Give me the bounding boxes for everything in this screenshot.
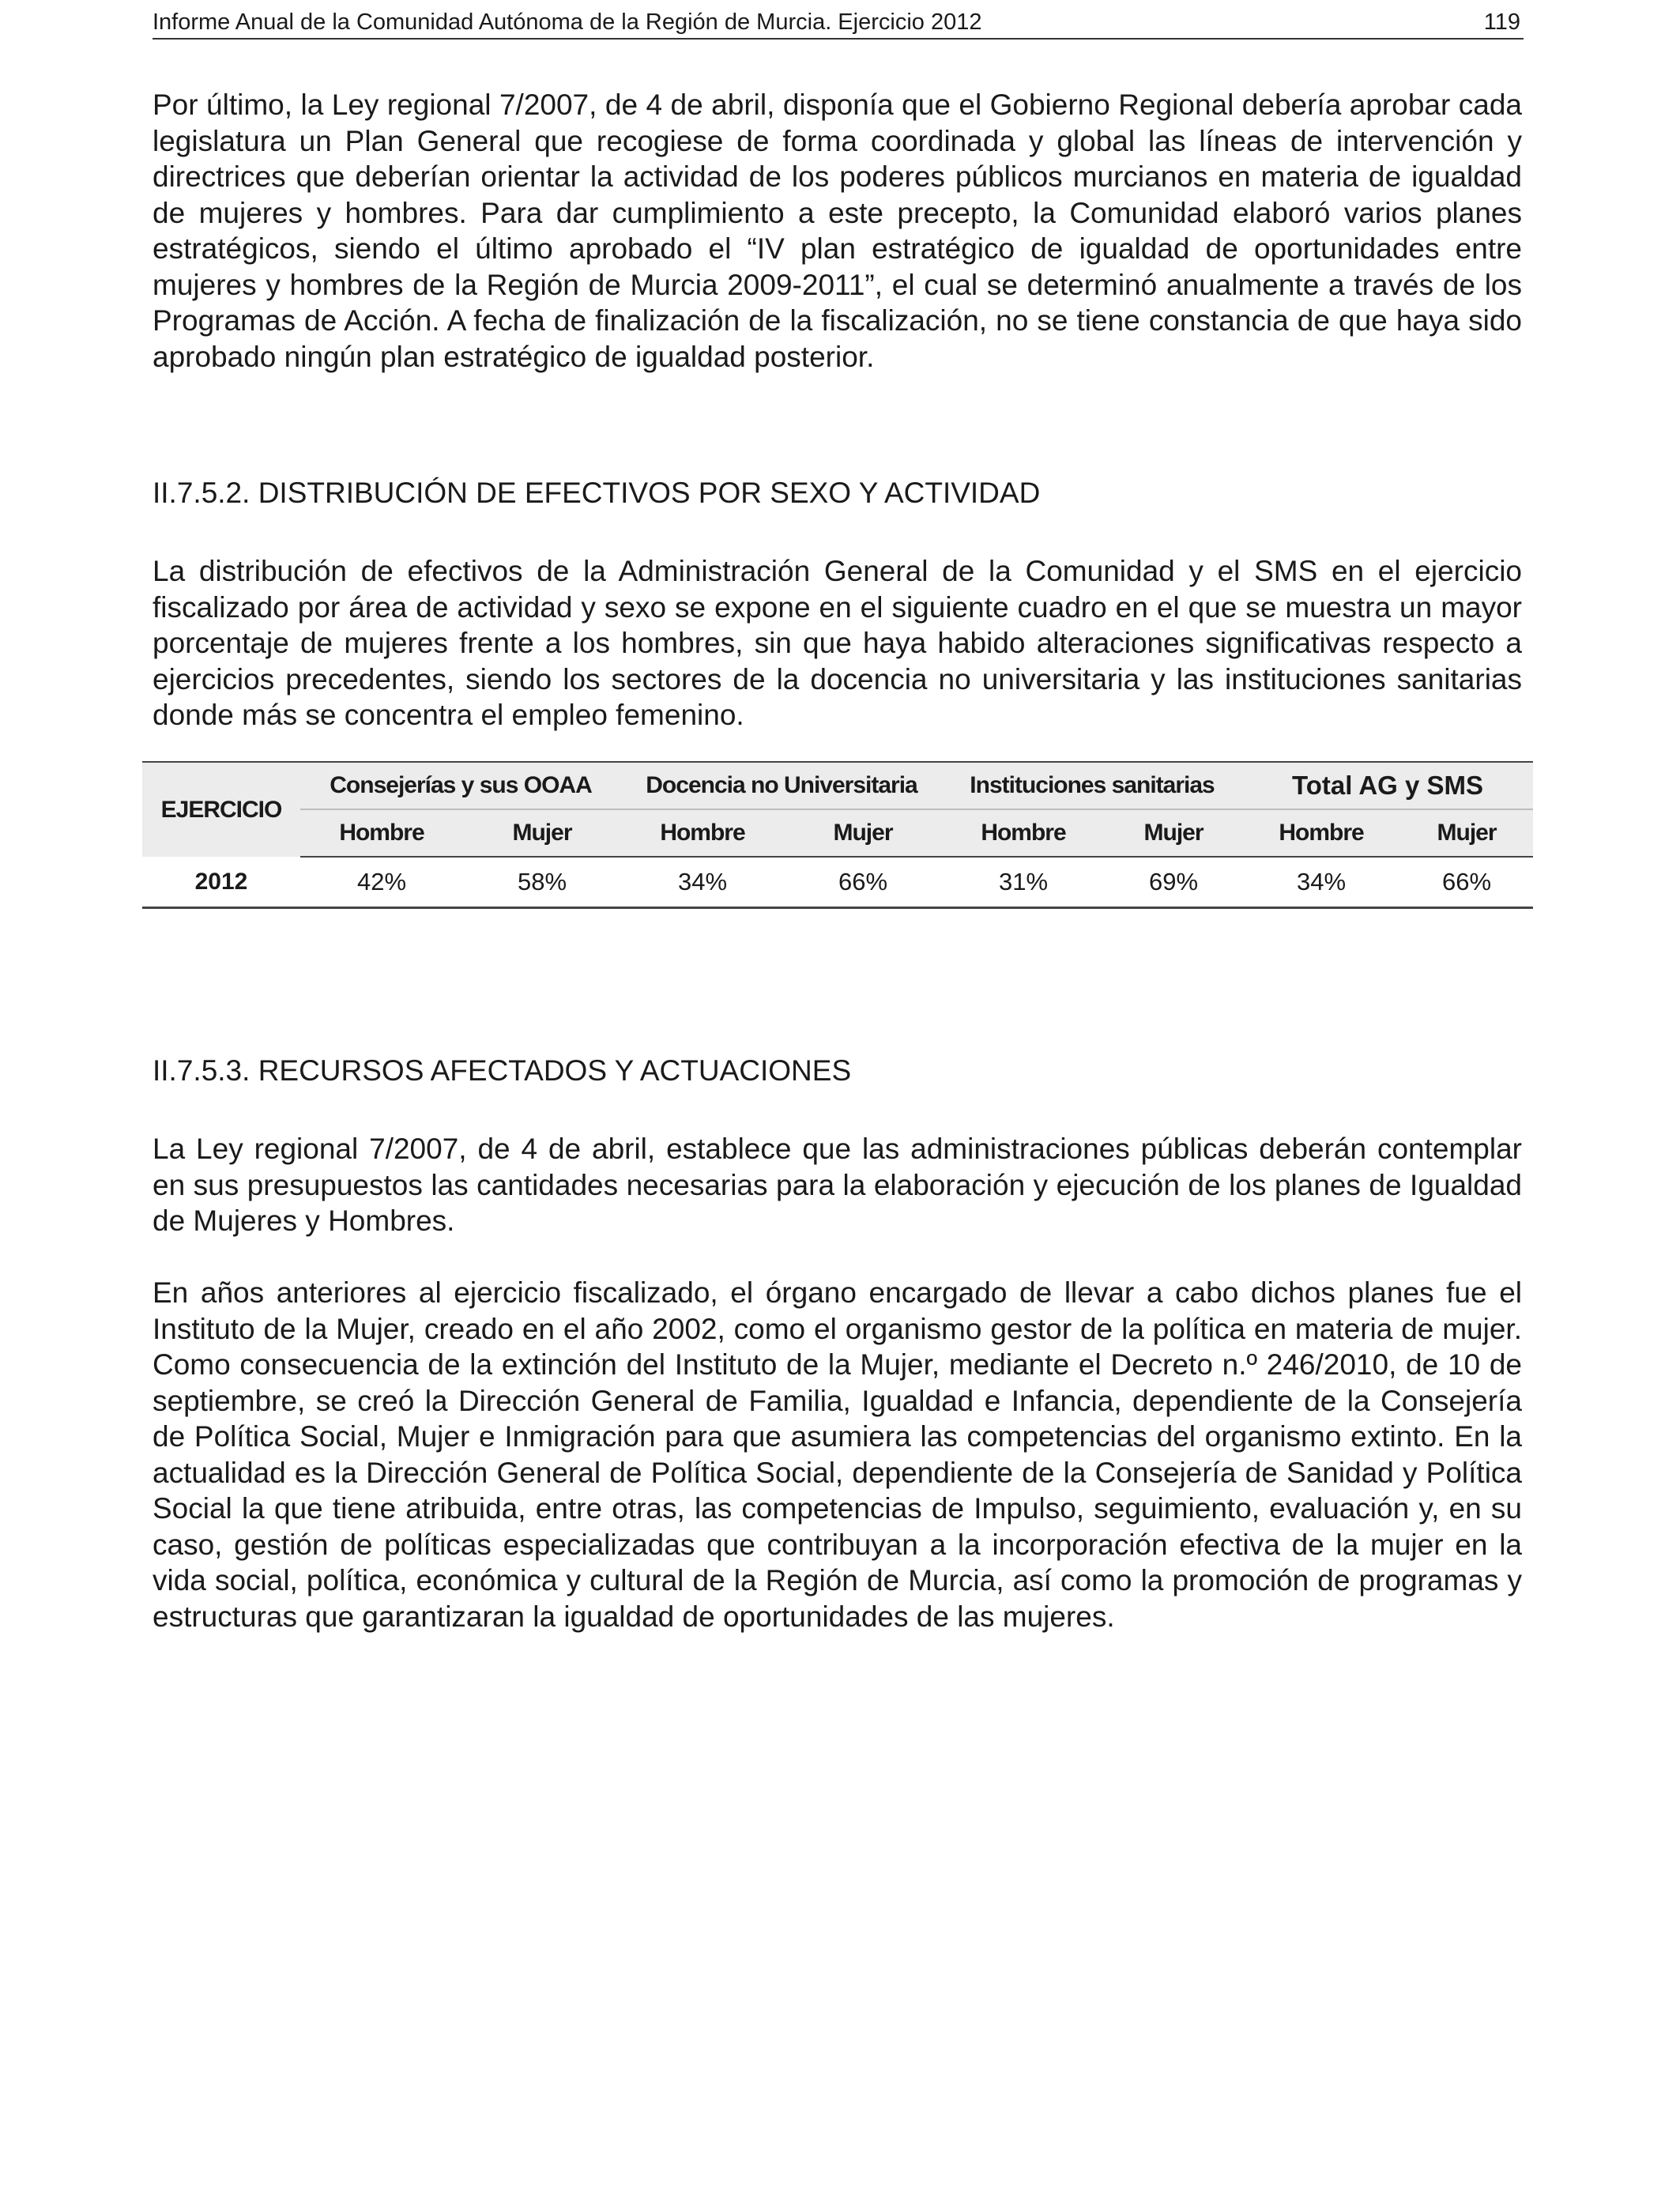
sub-header-hombre: Hombre: [1242, 809, 1400, 857]
intro-paragraph: Por último, la Ley regional 7/2007, de 4 de abril, disponía que el Gobierno Regional debería aprobar cada legislatura un Plan General que recogiese de forma coordinada y global las líneas de intervención y directrices que deberían orientar la actividad de los poderes públicos murcianos en materia de igualdad de mujeres y hombres. Para dar cumplimiento a este precepto, la Comunidad elaboró varios planes estratégicos, siendo el último aprobado el “IV plan estratégico de igualdad de oportunidades entre mujeres y hombres de la Región de Murcia 2009-2011”, el cual se determinó anualmente a través de los Programas de Acción. A fecha de finalización de la fiscalización, no se tiene constancia de que haya sido aprobado ningún plan estratégico de igualdad posterior.: [153, 89, 1522, 373]
group-header-consejerias: Consejerías y sus OOAA: [300, 762, 621, 809]
sub-header-hombre: Hombre: [300, 809, 463, 857]
sub-header-hombre: Hombre: [621, 809, 784, 857]
section-heading-recursos: II.7.5.3. RECURSOS AFECTADOS Y ACTUACIONES: [153, 1054, 852, 1087]
value-cell: 34%: [1242, 857, 1400, 908]
table-row: [142, 857, 1533, 908]
row-header-ejercicio: EJERCICIO: [142, 762, 300, 857]
value-cell: 58%: [463, 857, 621, 908]
running-header: [153, 6, 1524, 40]
section-heading-distribucion: II.7.5.2. DISTRIBUCIÓN DE EFECTIVOS POR SEXO Y ACTIVIDAD: [153, 477, 1041, 509]
sub-header-mujer: Mujer: [1105, 809, 1242, 857]
group-header-docencia: Docencia no Universitaria: [621, 762, 942, 809]
sub-header-hombre: Hombre: [942, 809, 1105, 857]
sub-header-mujer: Mujer: [463, 809, 621, 857]
value-cell: 69%: [1105, 857, 1242, 908]
header-title: Informe Anual de la Comunidad Autónoma de la Región de Murcia. Ejercicio 2012: [153, 9, 982, 35]
sub-header-mujer: Mujer: [784, 809, 942, 857]
value-cell: 34%: [621, 857, 784, 908]
group-header-total: Total AG y SMS: [1242, 762, 1533, 809]
recursos-paragraph-1: La Ley regional 7/2007, de 4 de abril, establece que las administraciones públicas deberán contemplar en sus presupuestos las cantidades necesarias para la elaboración y ejecución de los planes de Igualdad de Mujeres y Hombres.: [153, 1133, 1522, 1237]
value-cell: 66%: [1400, 857, 1533, 908]
page-number: 119: [1483, 9, 1520, 35]
sub-header-mujer: Mujer: [1400, 809, 1533, 857]
group-header-sanitarias: Instituciones sanitarias: [942, 762, 1242, 809]
distribution-table: [142, 761, 1533, 909]
year-cell: 2012: [142, 857, 300, 908]
distribucion-paragraph: La distribución de efectivos de la Administración General de la Comunidad y el SMS en el ejercicio fiscalizado por área de actividad y sexo se expone en el siguiente cuadro en el que se muestra un mayor porcentaje de mujeres frente a los hombres, sin que haya habido alteraciones significativas respecto a ejercicios precedentes, siendo los sectores de la docencia no universitaria y las instituciones sanitarias donde más se concentra el empleo femenino.: [153, 555, 1522, 731]
value-cell: 31%: [942, 857, 1105, 908]
value-cell: 42%: [300, 857, 463, 908]
value-cell: 66%: [784, 857, 942, 908]
recursos-paragraph-2: En años anteriores al ejercicio fiscalizado, el órgano encargado de llevar a cabo dichos planes fue el Instituto de la Mujer, creado en el año 2002, como el organismo gestor de la política en materia de mujer. Como consecuencia de la extinción del Instituto de la Mujer, mediante el Decreto n.º 246/2010, de 10 de septiembre, se creó la Dirección General de Familia, Igualdad e Infancia, dependiente de la Consejería de Política Social, Mujer e Inmigración para que asumiera las competencias del organismo extinto. En la actualidad es la Dirección General de Política Social, dependiente de la Consejería de Sanidad y Política Social la que tiene atribuida, entre otras, las competencias de Impulso, seguimiento, evaluación y, en su caso, gestión de políticas especializadas que contribuyan a la incorporación efectiva de la mujer en la vida social, política, económica y cultural de la Región de Murcia, así como la promoción de programas y estructuras que garantizaran la igualdad de oportunidades de las mujeres.: [153, 1276, 1522, 1633]
